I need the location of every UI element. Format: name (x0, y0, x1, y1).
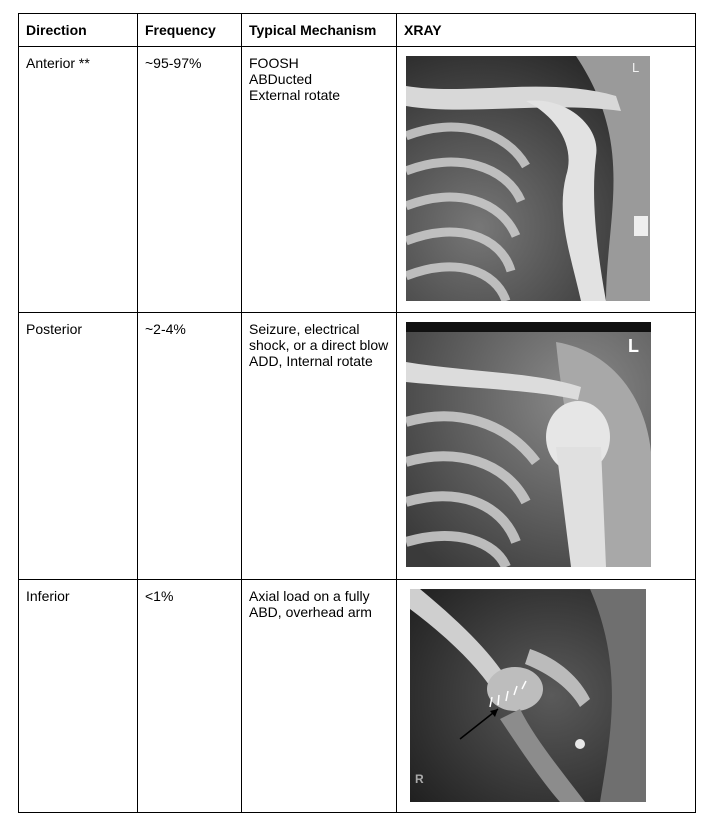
cell-direction: Inferior (19, 580, 138, 813)
cell-direction: Posterior (19, 313, 138, 580)
cell-xray (397, 580, 696, 813)
mechanism-line: ABDucted (249, 71, 313, 87)
xray-marker: R (415, 772, 424, 786)
cell-xray (397, 47, 696, 313)
header-frequency: Frequency (138, 14, 242, 47)
cell-frequency: ~2-4% (138, 313, 242, 580)
mechanism-line: ADD, Internal rotate (249, 353, 373, 369)
header-direction: Direction (19, 14, 138, 47)
mechanism-line: FOOSH (249, 55, 299, 71)
xray-marker: L (628, 336, 639, 356)
mechanism-line: Seizure, electrical shock, or a direct blow (249, 321, 389, 353)
table-row-anterior (19, 47, 696, 313)
xray-image-inferior (410, 589, 646, 802)
header-row (19, 14, 696, 47)
header-xray: XRAY (397, 14, 696, 47)
header-mechanism: Typical Mechanism (242, 14, 397, 47)
cell-direction: Anterior ** (19, 47, 138, 313)
cell-xray (397, 313, 696, 580)
xray-marker: L (632, 60, 640, 75)
mechanism-line: Axial load on a fully ABD, overhead arm (249, 588, 372, 620)
cell-mechanism (242, 580, 397, 813)
xray-image-posterior (406, 322, 651, 567)
xray-image-anterior (406, 56, 650, 301)
cell-frequency: ~95-97% (138, 47, 242, 313)
table-row-inferior (19, 580, 696, 813)
mechanism-line: External rotate (249, 87, 341, 103)
table-row-posterior (19, 313, 696, 580)
cell-mechanism (242, 313, 397, 580)
cell-mechanism (242, 47, 397, 313)
cell-frequency: <1% (138, 580, 242, 813)
shoulder-dislocation-table (18, 13, 696, 813)
